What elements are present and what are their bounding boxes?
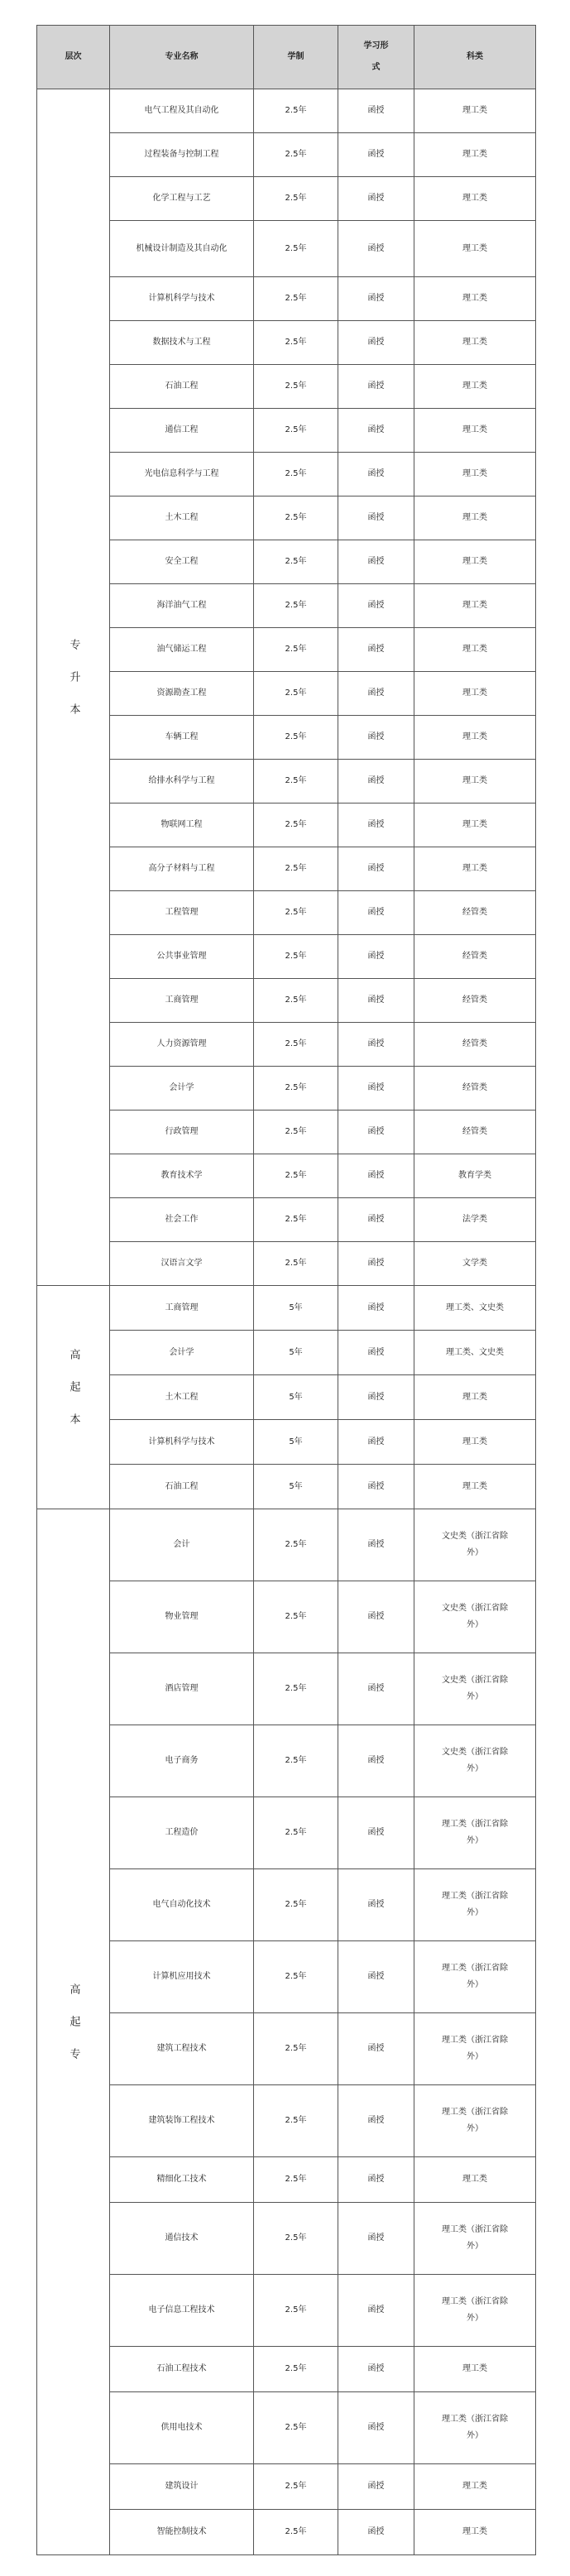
form-cell: 函授 [338,1797,414,1869]
table-row [37,1067,536,1111]
form-cell: 函授 [338,1154,414,1198]
form-cell: 函授 [338,365,414,409]
duration-cell: 2.5年 [254,672,338,716]
form-cell: 函授 [338,1198,414,1242]
major-cell: 建筑装饰工程技术 [110,2085,254,2157]
category-cell: 理工类 [414,1420,536,1465]
duration-cell: 2.5年 [254,847,338,891]
category-cell: 理工类 [414,2510,536,2555]
form-cell: 函授 [338,628,414,672]
duration-cell: 2.5年 [254,1869,338,1941]
duration-cell: 2.5年 [254,1242,338,1286]
major-cell: 行政管理 [110,1111,254,1154]
table-row [37,1331,536,1375]
category-cell: 理工类、文史类 [414,1286,536,1331]
duration-cell: 2.5年 [254,89,338,133]
category-cell: 教育学类 [414,1154,536,1198]
category-cell: 理工类 [414,584,536,628]
table-row [37,891,536,935]
category-cell: 理工类（浙江省除外） [414,1941,536,2013]
form-cell: 函授 [338,2013,414,2085]
category-cell: 理工类 [414,628,536,672]
major-cell: 给排水科学与工程 [110,760,254,804]
table-row [37,540,536,584]
duration-cell: 2.5年 [254,277,338,321]
form-cell: 函授 [338,1941,414,2013]
major-cell: 化学工程与工艺 [110,177,254,221]
category-cell: 理工类 [414,847,536,891]
form-cell: 函授 [338,716,414,760]
major-cell: 电气自动化技术 [110,1869,254,1941]
major-cell: 精细化工技术 [110,2157,254,2203]
category-cell: 理工类 [414,221,536,277]
table-row [37,1111,536,1154]
duration-cell: 2.5年 [254,221,338,277]
category-cell: 理工类（浙江省除外） [414,2085,536,2157]
major-cell: 石油工程技术 [110,2347,254,2392]
major-cell: 油气储运工程 [110,628,254,672]
major-cell: 物业管理 [110,1581,254,1653]
duration-cell: 2.5年 [254,177,338,221]
duration-cell: 2.5年 [254,2203,338,2275]
header-major: 专业名称 [110,26,254,89]
table-row [37,1725,536,1797]
table-row [37,177,536,221]
table-row [37,1154,536,1198]
duration-cell: 2.5年 [254,1023,338,1067]
form-cell: 函授 [338,979,414,1023]
table-row [37,2464,536,2510]
duration-cell: 2.5年 [254,1797,338,1869]
duration-cell: 2.5年 [254,453,338,496]
category-cell: 理工类 [414,716,536,760]
form-cell: 函授 [338,2510,414,2555]
duration-cell: 2.5年 [254,979,338,1023]
header-layer: 层次 [37,26,110,89]
category-cell: 理工类 [414,89,536,133]
table-row [37,847,536,891]
form-cell: 函授 [338,321,414,365]
table-header [37,26,536,89]
duration-cell: 2.5年 [254,760,338,804]
table-row [37,1941,536,2013]
form-cell: 函授 [338,2464,414,2510]
table-row [37,365,536,409]
form-cell: 函授 [338,177,414,221]
table-row [37,935,536,979]
category-cell: 理工类 [414,804,536,847]
table-row [37,1465,536,1509]
table-row [37,1581,536,1653]
category-cell: 文史类（浙江省除外） [414,1725,536,1797]
header-row [37,26,536,89]
duration-cell: 2.5年 [254,1198,338,1242]
table-row [37,804,536,847]
category-cell: 经管类 [414,935,536,979]
table-row [37,409,536,453]
category-cell: 理工类 [414,2157,536,2203]
duration-cell: 2.5年 [254,2392,338,2464]
header-duration: 学制 [254,26,338,89]
table-row [37,1509,536,1581]
header-form: 学习形式 [338,26,414,89]
major-cell: 公共事业管理 [110,935,254,979]
category-cell: 理工类（浙江省除外） [414,2203,536,2275]
table-row [37,2085,536,2157]
duration-cell: 2.5年 [254,496,338,540]
category-cell: 理工类 [414,496,536,540]
form-cell: 函授 [338,2347,414,2392]
category-cell: 理工类 [414,2347,536,2392]
table-row [37,760,536,804]
major-cell: 资源勘查工程 [110,672,254,716]
form-cell: 函授 [338,584,414,628]
table-row [37,2203,536,2275]
major-cell: 汉语言文学 [110,1242,254,1286]
major-cell: 安全工程 [110,540,254,584]
form-cell: 函授 [338,847,414,891]
major-cell: 电气工程及其自动化 [110,89,254,133]
major-cell: 通信技术 [110,2203,254,2275]
category-cell: 文学类 [414,1242,536,1286]
duration-cell: 2.5年 [254,1067,338,1111]
major-cell: 数据技术与工程 [110,321,254,365]
table-row [37,672,536,716]
form-cell: 函授 [338,277,414,321]
duration-cell: 2.5年 [254,1509,338,1581]
major-cell: 石油工程 [110,365,254,409]
major-cell: 工商管理 [110,979,254,1023]
major-cell: 会计 [110,1509,254,1581]
major-cell: 计算机科学与技术 [110,1420,254,1465]
category-cell: 经管类 [414,1111,536,1154]
form-cell: 函授 [338,1509,414,1581]
major-cell: 过程装备与控制工程 [110,133,254,177]
table-row [37,1023,536,1067]
form-cell: 函授 [338,2085,414,2157]
category-cell: 理工类、文史类 [414,1331,536,1375]
category-cell: 理工类 [414,409,536,453]
duration-cell: 2.5年 [254,365,338,409]
form-cell: 函授 [338,1653,414,1725]
category-cell: 理工类 [414,1375,536,1420]
major-cell: 建筑工程技术 [110,2013,254,2085]
duration-cell: 2.5年 [254,2347,338,2392]
table-row [37,1797,536,1869]
major-cell: 高分子材料与工程 [110,847,254,891]
table-row [37,1242,536,1286]
duration-cell: 2.5年 [254,409,338,453]
form-cell: 函授 [338,1331,414,1375]
form-cell: 函授 [338,760,414,804]
duration-cell: 2.5年 [254,716,338,760]
duration-cell: 2.5年 [254,2275,338,2347]
category-cell: 理工类 [414,760,536,804]
table-row [37,2347,536,2392]
form-cell: 函授 [338,1465,414,1509]
duration-cell: 2.5年 [254,133,338,177]
table-row [37,584,536,628]
major-cell: 物联网工程 [110,804,254,847]
table-row [37,1286,536,1331]
form-cell: 函授 [338,453,414,496]
category-cell: 理工类 [414,177,536,221]
table-row [37,1869,536,1941]
table-row [37,628,536,672]
major-cell: 会计学 [110,1331,254,1375]
category-cell: 经管类 [414,979,536,1023]
duration-cell: 2.5年 [254,1111,338,1154]
category-cell: 文史类（浙江省除外） [414,1581,536,1653]
major-cell: 土木工程 [110,1375,254,1420]
table-row [37,2510,536,2555]
category-cell: 理工类 [414,365,536,409]
category-cell: 理工类 [414,133,536,177]
form-cell: 函授 [338,1581,414,1653]
duration-cell: 2.5年 [254,935,338,979]
duration-cell: 2.5年 [254,804,338,847]
form-cell: 函授 [338,1869,414,1941]
table-row [37,979,536,1023]
form-cell: 函授 [338,496,414,540]
form-cell: 函授 [338,1725,414,1797]
duration-cell: 2.5年 [254,1653,338,1725]
category-cell: 理工类 [414,277,536,321]
major-cell: 智能控制技术 [110,2510,254,2555]
duration-cell: 2.5年 [254,2464,338,2510]
table-row [37,496,536,540]
table-row [37,1198,536,1242]
major-cell: 建筑设计 [110,2464,254,2510]
category-cell: 文史类（浙江省除外） [414,1509,536,1581]
table-row [37,1653,536,1725]
header-category: 科类 [414,26,536,89]
table-row [37,716,536,760]
form-cell: 函授 [338,1067,414,1111]
form-cell: 函授 [338,2203,414,2275]
layer-cell: 高起专 [37,1509,110,2555]
layer-cell: 专升本 [37,89,110,1286]
category-cell: 理工类 [414,1465,536,1509]
major-cell: 工程造价 [110,1797,254,1869]
table-row [37,277,536,321]
duration-cell: 5年 [254,1375,338,1420]
category-cell: 理工类 [414,2464,536,2510]
major-cell: 酒店管理 [110,1653,254,1725]
major-cell: 工程管理 [110,891,254,935]
table-row [37,133,536,177]
form-cell: 函授 [338,1111,414,1154]
major-cell: 通信工程 [110,409,254,453]
category-cell: 法学类 [414,1198,536,1242]
category-cell: 经管类 [414,1023,536,1067]
major-cell: 土木工程 [110,496,254,540]
table-body [37,89,536,2555]
form-cell: 函授 [338,409,414,453]
duration-cell: 2.5年 [254,2013,338,2085]
category-cell: 文史类（浙江省除外） [414,1653,536,1725]
category-cell: 理工类 [414,453,536,496]
table-row [37,1420,536,1465]
major-cell: 会计学 [110,1067,254,1111]
form-cell: 函授 [338,2157,414,2203]
table-row [37,2275,536,2347]
major-cell: 社会工作 [110,1198,254,1242]
category-cell: 经管类 [414,1067,536,1111]
major-cell: 车辆工程 [110,716,254,760]
form-cell: 函授 [338,133,414,177]
form-cell: 函授 [338,1375,414,1420]
form-cell: 函授 [338,1420,414,1465]
category-cell: 理工类（浙江省除外） [414,2392,536,2464]
duration-cell: 2.5年 [254,1725,338,1797]
duration-cell: 2.5年 [254,891,338,935]
major-cell: 计算机科学与技术 [110,277,254,321]
duration-cell: 5年 [254,1286,338,1331]
category-cell: 理工类（浙江省除外） [414,1797,536,1869]
form-cell: 函授 [338,89,414,133]
major-cell: 计算机应用技术 [110,1941,254,2013]
duration-cell: 2.5年 [254,1581,338,1653]
major-cell: 人力资源管理 [110,1023,254,1067]
major-cell: 电子商务 [110,1725,254,1797]
form-cell: 函授 [338,2275,414,2347]
table-row [37,2013,536,2085]
duration-cell: 2.5年 [254,2085,338,2157]
form-cell: 函授 [338,2392,414,2464]
table-row [37,89,536,133]
duration-cell: 2.5年 [254,1154,338,1198]
form-cell: 函授 [338,891,414,935]
major-cell: 机械设计制造及其自动化 [110,221,254,277]
form-cell: 函授 [338,935,414,979]
table-row [37,453,536,496]
category-cell: 理工类 [414,540,536,584]
category-cell: 理工类（浙江省除外） [414,2013,536,2085]
form-cell: 函授 [338,540,414,584]
major-cell: 供用电技术 [110,2392,254,2464]
table-row [37,1375,536,1420]
major-cell: 光电信息科学与工程 [110,453,254,496]
form-cell: 函授 [338,221,414,277]
duration-cell: 2.5年 [254,2510,338,2555]
program-table-container [36,25,535,2555]
form-cell: 函授 [338,804,414,847]
table-row [37,321,536,365]
duration-cell: 2.5年 [254,321,338,365]
duration-cell: 5年 [254,1465,338,1509]
major-cell: 工商管理 [110,1286,254,1331]
form-cell: 函授 [338,1286,414,1331]
category-cell: 理工类（浙江省除外） [414,1869,536,1941]
duration-cell: 2.5年 [254,540,338,584]
layer-cell: 高起本 [37,1286,110,1509]
duration-cell: 2.5年 [254,2157,338,2203]
duration-cell: 2.5年 [254,584,338,628]
program-table [36,25,536,2555]
form-cell: 函授 [338,672,414,716]
major-cell: 电子信息工程技术 [110,2275,254,2347]
table-row [37,2157,536,2203]
form-cell: 函授 [338,1023,414,1067]
category-cell: 经管类 [414,891,536,935]
major-cell: 海洋油气工程 [110,584,254,628]
major-cell: 教育技术学 [110,1154,254,1198]
category-cell: 理工类（浙江省除外） [414,2275,536,2347]
duration-cell: 5年 [254,1420,338,1465]
category-cell: 理工类 [414,321,536,365]
duration-cell: 2.5年 [254,628,338,672]
major-cell: 石油工程 [110,1465,254,1509]
category-cell: 理工类 [414,672,536,716]
duration-cell: 5年 [254,1331,338,1375]
table-row [37,221,536,277]
form-cell: 函授 [338,1242,414,1286]
table-row [37,2392,536,2464]
duration-cell: 2.5年 [254,1941,338,2013]
